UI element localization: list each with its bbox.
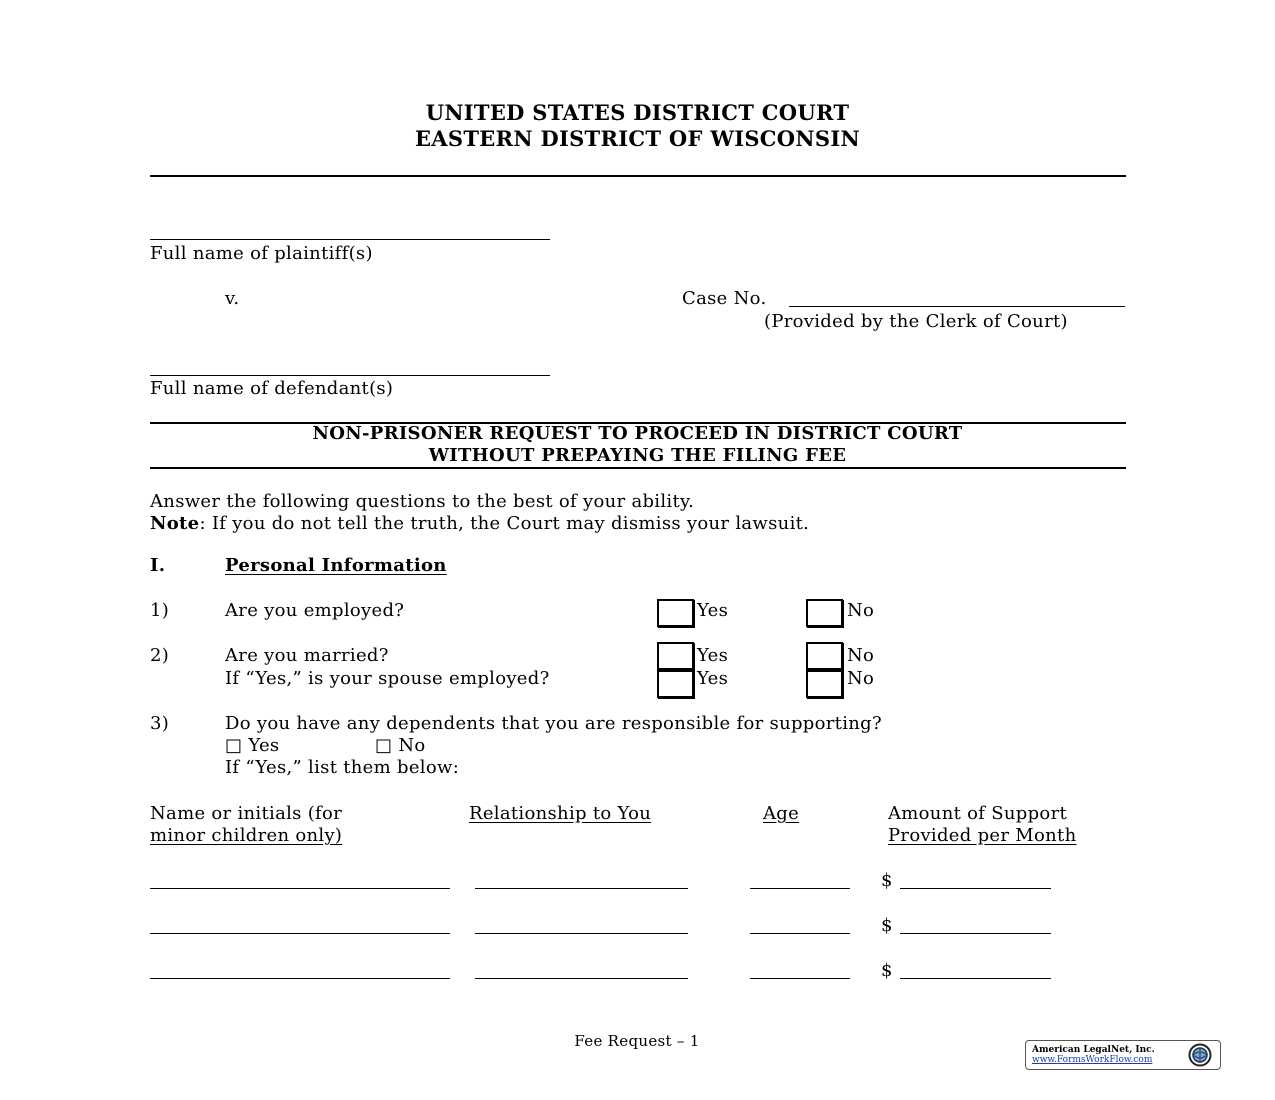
court-district: EASTERN DISTRICT OF WISCONSIN (415, 126, 860, 151)
dependent-relationship-field[interactable] (475, 933, 688, 934)
q2-yes-checkbox[interactable] (657, 642, 694, 670)
q1-yes-label: Yes (697, 600, 729, 621)
publisher-logo[interactable] (1025, 1040, 1221, 1070)
dependent-age-field[interactable] (750, 933, 850, 934)
dependent-relationship-field[interactable] (475, 888, 688, 889)
section-heading: Personal Information (225, 555, 447, 576)
q2-text: Are you married? (225, 645, 389, 666)
dependent-relationship-field[interactable] (475, 978, 688, 979)
currency-symbol: $ (881, 915, 893, 936)
q2-yes-label: Yes (697, 645, 729, 666)
plaintiff-name-field[interactable] (150, 239, 550, 240)
case-no-label: Case No. (682, 288, 767, 309)
currency-symbol: $ (881, 960, 893, 981)
note-text: : If you do not tell the truth, the Court may dismiss your lawsuit. (199, 513, 810, 534)
header-age: Age (763, 803, 800, 824)
q2-no-label: No (847, 645, 875, 666)
dependent-amount-field[interactable] (900, 933, 1051, 934)
header-rule (150, 175, 1126, 177)
form-title-line1: NON-PRISONER REQUEST TO PROCEED IN DISTRICT COURT (312, 423, 963, 444)
q2-spouse-no-label: No (847, 668, 875, 689)
header-amount-line2: Provided per Month (888, 825, 1077, 846)
note-label: Note (150, 513, 200, 534)
q2-sub-text: If “Yes,” is your spouse employed? (225, 668, 550, 689)
case-no-field[interactable] (789, 306, 1125, 307)
brand-name: American LegalNet, Inc. (1032, 1045, 1155, 1055)
globe-icon (1184, 1043, 1216, 1067)
dependent-name-field[interactable] (150, 933, 450, 934)
form-title-line2: WITHOUT PREPAYING THE FILING FEE (428, 445, 847, 466)
q3-list-text: If “Yes,” list them below: (225, 757, 460, 778)
currency-symbol: $ (881, 870, 893, 891)
q3-no-option[interactable]: □ No (375, 735, 426, 756)
q3-text: Do you have any dependents that you are responsible for supporting? (225, 713, 882, 734)
q2-no-checkbox[interactable] (806, 642, 843, 670)
header-name-line2: minor children only) (150, 825, 343, 846)
brand-url[interactable]: www.FormsWorkFlow.com (1032, 1055, 1153, 1065)
title-rule-bottom (150, 467, 1126, 469)
section-number: I. (150, 555, 166, 576)
defendant-label: Full name of defendant(s) (150, 378, 394, 399)
header-amount-line1: Amount of Support (888, 803, 1068, 824)
q3-yes-option[interactable]: □ Yes (225, 735, 280, 756)
q1-yes-checkbox[interactable] (657, 599, 694, 627)
q1-no-checkbox[interactable] (806, 599, 843, 627)
q2-number: 2) (150, 645, 170, 666)
dependent-age-field[interactable] (750, 888, 850, 889)
defendant-name-field[interactable] (150, 375, 550, 376)
header-relationship: Relationship to You (469, 803, 652, 824)
dependent-amount-field[interactable] (900, 888, 1051, 889)
q3-number: 3) (150, 713, 170, 734)
q2-spouse-no-checkbox[interactable] (806, 670, 843, 698)
q2-spouse-yes-label: Yes (697, 668, 729, 689)
intro-text: Answer the following questions to the best of your ability. (150, 491, 695, 512)
dependent-name-field[interactable] (150, 888, 450, 889)
q2-spouse-yes-checkbox[interactable] (657, 670, 694, 698)
dependent-amount-field[interactable] (900, 978, 1051, 979)
q1-no-label: No (847, 600, 875, 621)
court-name: UNITED STATES DISTRICT COURT (425, 100, 850, 125)
plaintiff-label: Full name of plaintiff(s) (150, 243, 373, 264)
case-no-note: (Provided by the Clerk of Court) (764, 311, 1068, 332)
intro-note (150, 513, 809, 535)
q1-number: 1) (150, 600, 170, 621)
dependent-name-field[interactable] (150, 978, 450, 979)
page-footer: Fee Request – 1 (574, 1032, 700, 1050)
header-name-line1: Name or initials (for (150, 803, 343, 824)
q1-text: Are you employed? (225, 600, 405, 621)
dependent-age-field[interactable] (750, 978, 850, 979)
versus-label: v. (225, 288, 240, 309)
